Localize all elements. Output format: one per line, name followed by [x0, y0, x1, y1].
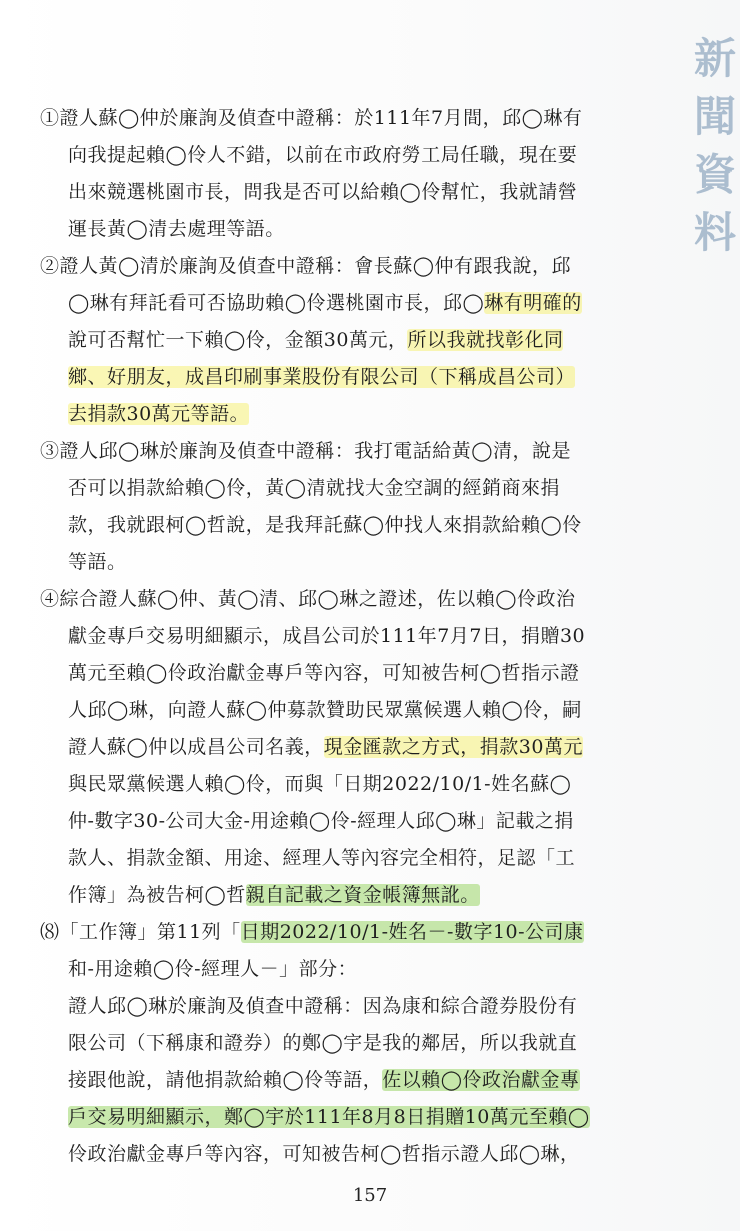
- text-line: [40, 211, 696, 248]
- text-line: [40, 988, 696, 1025]
- highlighted-text: 現金匯款之方式，捐款30萬元: [323, 736, 583, 758]
- text-line: [40, 1136, 696, 1173]
- text-line: [40, 1025, 696, 1062]
- stamp-char: 資: [693, 150, 736, 199]
- text-segment: 證人蘇◯仲以成昌公司名義，: [68, 736, 324, 758]
- text-line: [40, 914, 696, 951]
- text-segment: ④綜合證人蘇◯仲、黃◯清、邱◯琳之證述，佐以賴◯伶政治: [40, 588, 576, 610]
- text-segment: 向我提起賴◯伶人不錯，以前在市政府勞工局任職，現在要: [68, 144, 578, 166]
- text-line: [40, 174, 696, 211]
- text-segment: 人邱◯琳，向證人蘇◯仲募款贊助民眾黨候選人賴◯伶，嗣: [68, 699, 582, 721]
- text-line: [40, 544, 696, 581]
- text-line: [40, 396, 696, 433]
- text-segment: 和-用途賴◯伶-經理人－」部分：: [68, 958, 358, 980]
- text-line: [40, 951, 696, 988]
- highlighted-text: 去捐款30萬元等語。: [68, 403, 250, 425]
- text-segment: ◯琳有拜託看可否協助賴◯伶選桃園市長，邱◯: [68, 292, 485, 314]
- stamp-char: 料: [693, 208, 736, 257]
- document-body: [40, 100, 696, 1173]
- text-line: [40, 766, 696, 803]
- highlighted-text: 戶交易明細顯示，鄭◯宇於111年8月8日捐贈10萬元至賴◯: [68, 1106, 590, 1128]
- stamp-char: 聞: [693, 92, 736, 141]
- text-segment: 運長黃◯清去處理等語。: [68, 218, 285, 240]
- text-line: [40, 618, 696, 655]
- text-segment: 伶政治獻金專戶等內容，可知被告柯◯哲指示證人邱◯琳，: [68, 1143, 580, 1165]
- text-segment: 否可以捐款給賴◯伶，黃◯清就找大金空調的經銷商來捐: [68, 477, 561, 499]
- text-segment: ②證人黃◯清於廉詢及偵查中證稱：會長蘇◯仲有跟我說，邱: [40, 255, 572, 277]
- highlighted-text: 琳有明確的: [484, 292, 582, 314]
- text-line: [40, 433, 696, 470]
- text-line: [40, 100, 696, 137]
- page-number: 157: [352, 1185, 388, 1206]
- text-segment: 與民眾黨候選人賴◯伶，而與「日期2022/10/1-姓名蘇◯: [68, 773, 572, 795]
- text-line: [40, 729, 696, 766]
- text-line: [40, 285, 696, 322]
- text-line: [40, 248, 696, 285]
- text-segment: 款人、捐款金額、用途、經理人等內容完全相符，足認「工: [68, 847, 576, 869]
- text-segment: ③證人邱◯琳於廉詢及偵查中證稱：我打電話給黃◯清，說是: [40, 440, 572, 462]
- text-segment: 獻金專戶交易明細顯示，成昌公司於111年7月7日，捐贈30: [68, 625, 586, 647]
- text-segment: 等語。: [68, 551, 127, 573]
- text-line: [40, 1062, 696, 1099]
- highlighted-text: 鄉、好朋友，成昌印刷事業股份有限公司（下稱成昌公司）: [68, 366, 576, 388]
- text-line: [40, 692, 696, 729]
- highlighted-text: 親自記載之資金帳簿無訛。: [245, 884, 480, 906]
- text-line: [40, 840, 696, 877]
- text-segment: 接跟他說，請他捐款給賴◯伶等語，: [68, 1069, 383, 1091]
- text-line: [40, 803, 696, 840]
- text-segment: ①證人蘇◯仲於廉詢及偵查中證稱：於111年7月間，邱◯琳有: [40, 107, 583, 129]
- stamp-char: 新: [693, 34, 736, 83]
- text-segment: 限公司（下稱康和證券）的鄭◯宇是我的鄰居，所以我就直: [68, 1032, 578, 1054]
- text-line: [40, 877, 696, 914]
- text-segment: 款，我就跟柯◯哲說，是我拜託蘇◯仲找人來捐款給賴◯伶: [68, 514, 582, 536]
- text-segment: 出來競選桃園市長，問我是否可以給賴◯伶幫忙，我就請營: [68, 181, 578, 203]
- highlighted-text: 所以我就找彰化同: [407, 329, 564, 351]
- text-line: [40, 581, 696, 618]
- text-segment: 仲-數字30-公司大金-用途賴◯伶-經理人邱◯琳」記載之捐: [68, 810, 574, 832]
- news-material-stamp: [692, 30, 738, 262]
- text-line: [40, 1099, 696, 1136]
- text-line: [40, 655, 696, 692]
- text-line: [40, 470, 696, 507]
- text-line: [40, 507, 696, 544]
- highlighted-text: 日期2022/10/1-姓名－-數字10-公司康: [240, 921, 584, 943]
- text-segment: 證人邱◯琳於廉詢及偵查中證稱：因為康和綜合證券股份有: [68, 995, 578, 1017]
- highlighted-text: 佐以賴◯伶政治獻金專: [382, 1069, 580, 1091]
- text-segment: 說可否幫忙一下賴◯伶，金額30萬元，: [68, 329, 408, 351]
- text-segment: 萬元至賴◯伶政治獻金專戶等內容，可知被告柯◯哲指示證: [68, 662, 580, 684]
- text-line: [40, 359, 696, 396]
- text-segment: ⑻「工作簿」第11列「: [40, 921, 241, 943]
- text-segment: 作簿」為被告柯◯哲: [68, 884, 246, 906]
- text-line: [40, 322, 696, 359]
- text-line: [40, 137, 696, 174]
